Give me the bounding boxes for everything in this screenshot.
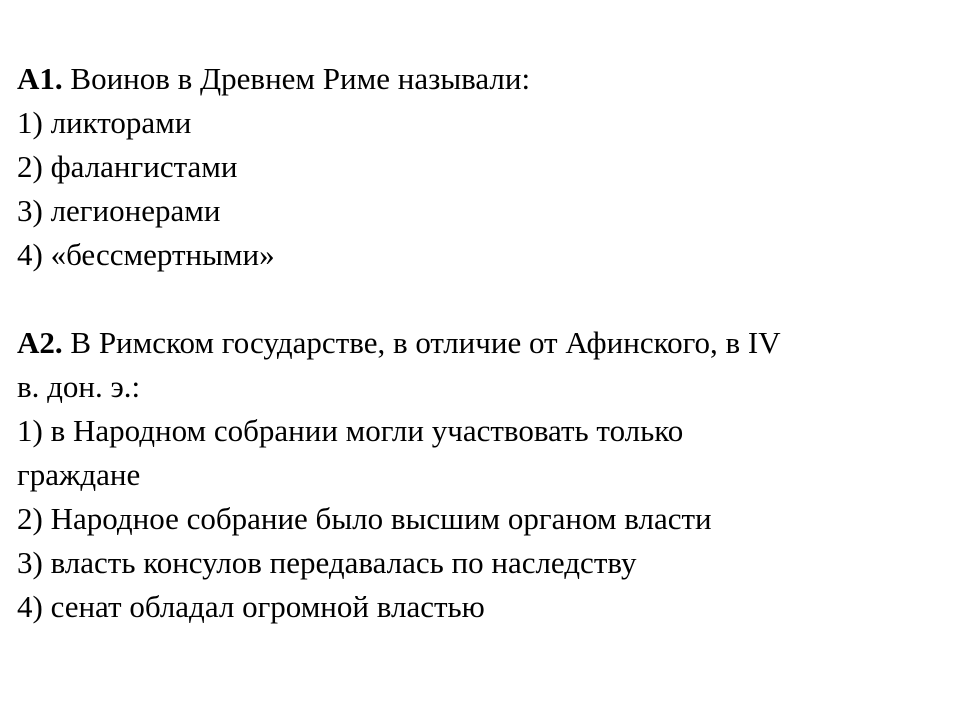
question-prompt-line xyxy=(17,57,947,101)
question-label: А2. xyxy=(17,325,63,360)
answer-option: 2) фалангистами xyxy=(17,149,238,184)
question-a1 xyxy=(17,57,947,277)
answer-option: 2) Народное собрание было высшим органом власти xyxy=(17,501,712,536)
answer-option: 3) власть консулов передавалась по наследству xyxy=(17,545,637,580)
answer-option: 4) сенат обладал огромной властью xyxy=(17,589,485,624)
quiz-content xyxy=(17,57,947,629)
answer-option-continuation: граждане xyxy=(17,457,141,492)
answer-option: 3) легионерами xyxy=(17,193,221,228)
question-prompt-text: Воинов в Древнем Риме называли: xyxy=(70,61,531,96)
question-a2 xyxy=(17,321,947,629)
question-prompt-line xyxy=(17,321,947,365)
question-label: А1. xyxy=(17,61,63,96)
question-prompt-text: в. дон. э.: xyxy=(17,369,141,404)
question-prompt-text: В Римском государстве, в отличие от Афинского, в IV xyxy=(70,325,781,360)
answer-option: 4) «бессмертными» xyxy=(17,237,275,272)
answer-option: 1) ликторами xyxy=(17,105,192,140)
answer-option: 1) в Народном собрании могли участвовать только xyxy=(17,413,684,448)
